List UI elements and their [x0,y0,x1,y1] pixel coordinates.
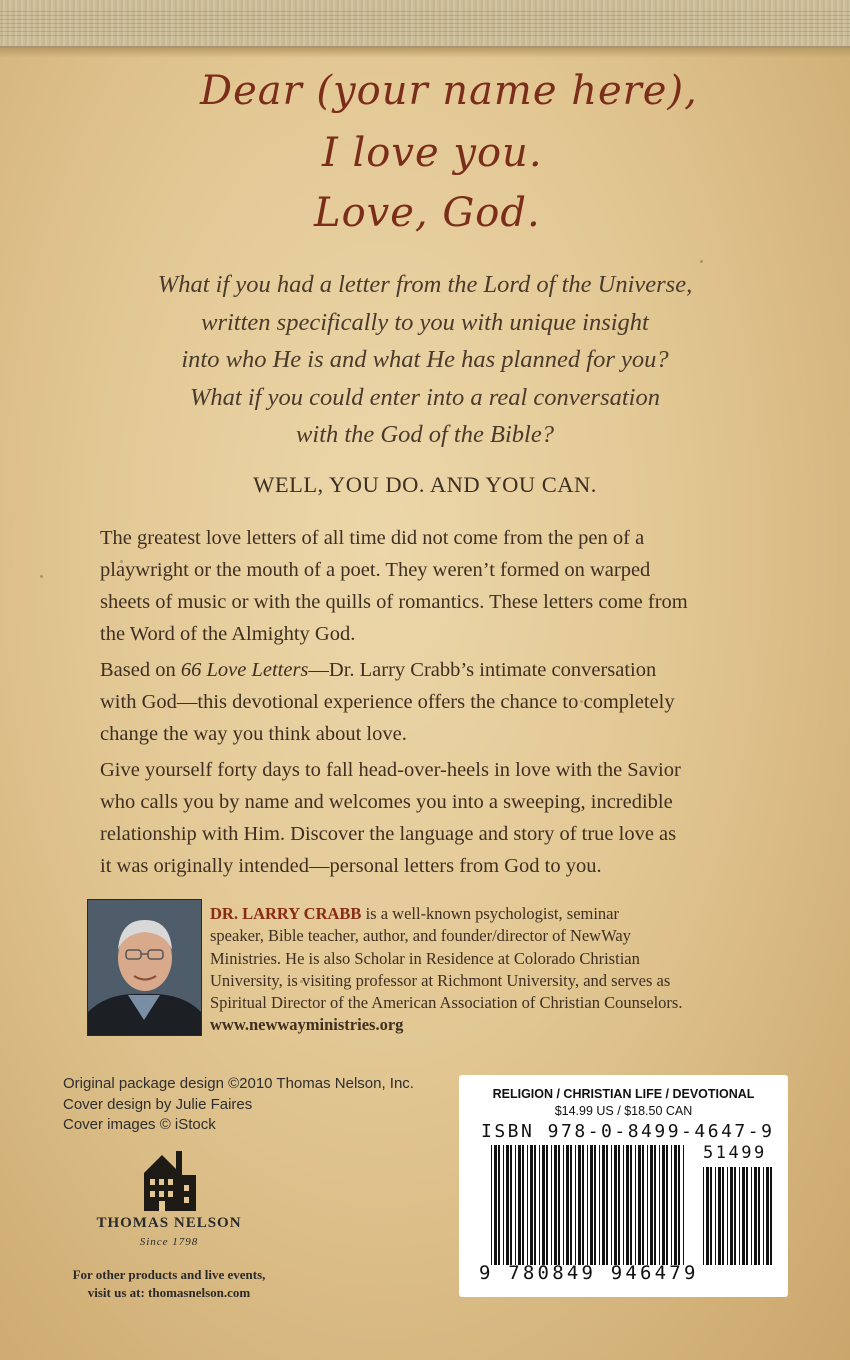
paragraph-3 [100,754,760,882]
barcode-bar [718,1167,721,1265]
author-photo [87,899,202,1036]
question-block [60,266,790,454]
visit-line: For other products and live events, [72,1267,266,1282]
barcode-bar [587,1145,588,1265]
barcode-bar [566,1145,569,1265]
barcode-bar [539,1145,540,1265]
paper-speck [40,575,43,578]
barcode-bar [527,1145,528,1265]
question-line: into who He is and what He has planned for you? [181,346,669,373]
barcode-isbn: ISBN 978-0-8499-4647-9 [481,1121,775,1142]
barcode-bar [590,1145,593,1265]
band-texture [0,10,850,36]
barcode-bar [659,1145,660,1265]
book-title: 66 Love Letters [180,659,309,681]
paragraph-line: sheets of music or with the quills of romantics. These letters come from [100,591,688,613]
barcode-bar [522,1145,524,1265]
paragraph-line: with God—this devotional experience offers the chance to completely [100,691,675,713]
barcode-bar [647,1145,648,1265]
paragraph-line [100,654,760,686]
barcode-bar [563,1145,564,1265]
barcode-bar [734,1167,736,1265]
barcode-bar [534,1145,536,1265]
publisher-visit [0,1266,338,1302]
barcode-bar [706,1167,709,1265]
barcode-bar [703,1167,704,1265]
barcode-bar [662,1145,665,1265]
barcode-bar [770,1167,772,1265]
author-bio [210,903,770,1037]
question-line: written specifically to you with unique insight [201,308,649,336]
barcode-bar [635,1145,636,1265]
publisher-name: THOMAS NELSON [96,1215,242,1231]
paragraph-rest: —Dr. Larry Crabb’s intimate conversation [308,659,657,681]
barcode-bar [630,1145,632,1265]
salutation-line-2: I love you. [322,130,543,176]
barcode-bar [710,1167,712,1265]
barcode-digits: 9 780849 946479 [479,1262,699,1284]
barcode-bar [530,1145,533,1265]
top-textured-band [0,0,850,48]
barcode-bar [578,1145,581,1265]
barcode-bar [594,1145,596,1265]
credit-line: Cover images © iStock [63,1116,216,1133]
bio-text: is a well-known psychologist, seminar [361,904,619,923]
paragraph-line: playwright or the mouth of a poet. They weren’t formed on warped [100,559,651,581]
barcode-bar [602,1145,605,1265]
barcode-bar [582,1145,584,1265]
author-portrait-graphic [88,900,201,1035]
barcode-bar [558,1145,560,1265]
barcode-bar [678,1145,680,1265]
barcode-bar [542,1145,545,1265]
barcode-bar [498,1145,500,1265]
barcode-bar [642,1145,644,1265]
author-name: DR. LARRY CRABB [210,904,362,923]
barcode-bar [742,1167,745,1265]
credit-line: Cover design by Julie Faires [63,1095,253,1113]
barcode-bar [650,1145,653,1265]
question-line: What if you had a letter from the Lord of the Universe, [157,271,693,298]
paragraph-line: it was originally intended—personal letters from God to you. [100,855,602,877]
barcode-price: $14.99 US / $18.50 CAN [554,1104,693,1118]
barcode-bar [546,1145,548,1265]
band-shadow [0,48,850,58]
barcode-bar [494,1145,497,1265]
barcode-bar [575,1145,576,1265]
barcode-bar [503,1145,504,1265]
paragraph-1 [100,522,760,650]
paragraph-line: The greatest love letters of all time did not come from the pen of a [100,527,645,549]
barcode-bar [751,1167,752,1265]
barcode-category: RELIGION / CHRISTIAN LIFE / DEVOTIONAL [492,1087,755,1101]
paragraph-line: change the way you think about love. [100,723,407,745]
bio-line [210,903,770,925]
question-line: What if you could enter into a real conversation [190,383,660,411]
barcode-bar [739,1167,740,1265]
barcode-bar [606,1145,608,1265]
barcode-bar [614,1145,617,1265]
bio-line: University, is visiting professor at Richmont University, and serves as [210,970,671,990]
barcode-bar [758,1167,760,1265]
question-line: with the God of the Bible? [296,421,554,448]
paragraph-2 [100,654,760,750]
barcode-bar [626,1145,629,1265]
barcode-bar [746,1167,748,1265]
house-logo-icon [140,1145,200,1213]
bio-line: Ministries. He is also Scholar in Residence at Colorado Christian [210,948,640,968]
barcode-bar [510,1145,512,1265]
answer-heading: WELL, YOU DO. AND YOU CAN. [253,472,597,497]
paragraph-line: the Word of the Almighty God. [100,623,356,645]
barcode-bar [551,1145,552,1265]
paragraph-prefix: Based on [100,659,181,681]
barcode-bar [570,1145,572,1265]
author-website-link[interactable]: www.newwayministries.org [210,1015,404,1035]
barcode-label [459,1075,788,1297]
barcode-bar [623,1145,624,1265]
barcode-bar [554,1145,557,1265]
barcode-bar [654,1145,656,1265]
credits [63,1074,414,1136]
publisher-since: Since 1798 [139,1236,199,1248]
barcode-bar [506,1145,509,1265]
barcode-bar [754,1167,757,1265]
barcode-bar [715,1167,716,1265]
barcode-bar [727,1167,728,1265]
barcode-bar [666,1145,668,1265]
barcode-bar [599,1145,600,1265]
paper-speck [700,260,703,263]
barcode-bar [730,1167,733,1265]
salutation-line-3: Love, God. [314,190,541,236]
barcode-bar [618,1145,620,1265]
barcode-bar [491,1145,492,1265]
barcode-bar [683,1145,684,1265]
barcode-bar [671,1145,672,1265]
paragraph-line: Give yourself forty days to fall head-over-heels in love with the Savior [100,759,681,781]
visit-line: visit us at: thomasnelson.com [87,1285,251,1300]
barcode-bar [638,1145,641,1265]
barcode-bar [766,1167,769,1265]
barcode-bar [763,1167,764,1265]
barcode-bar [518,1145,521,1265]
paragraph-line: who calls you by name and welcomes you into a sweeping, incredible [100,791,673,813]
credit-line: Original package design ©2010 Thomas Nelson, Inc. [63,1075,414,1092]
barcode-price-code: 51499 [703,1143,767,1163]
bio-line: Spiritual Director of the American Association of Christian Counselors. [210,993,683,1013]
barcode-bar [722,1167,724,1265]
paragraph-line: relationship with Him. Discover the language and story of true love as [100,823,677,845]
barcode-bar [611,1145,612,1265]
barcode-bar [674,1145,677,1265]
bio-line: speaker, Bible teacher, author, and founder/director of NewWay [210,926,631,946]
barcode-bar [515,1145,516,1265]
salutation-line-1: Dear (your name here), [200,68,698,114]
